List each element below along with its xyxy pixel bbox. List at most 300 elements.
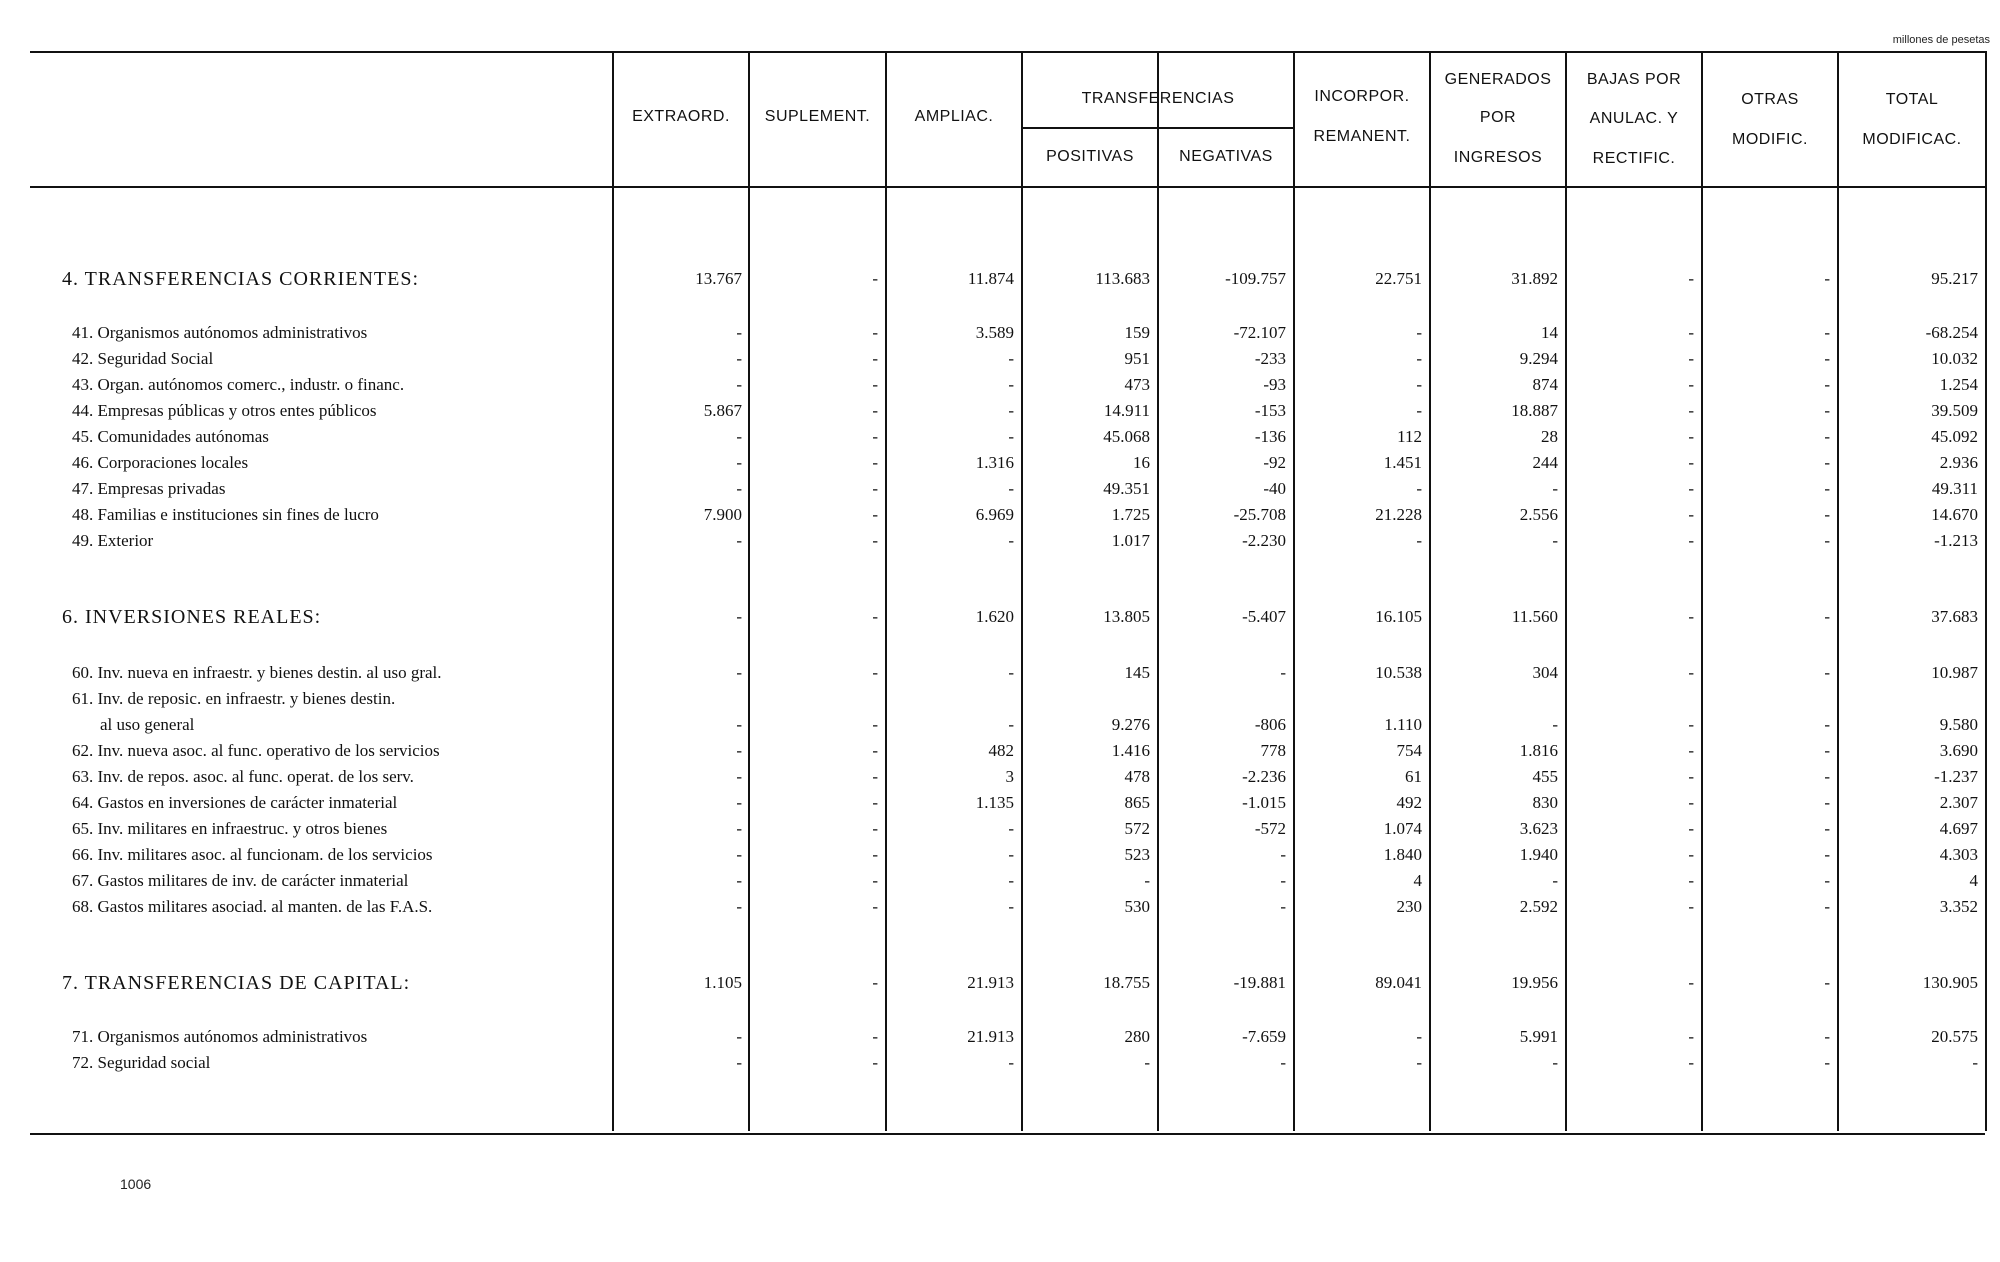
cell-value: - [1008, 349, 1014, 368]
cell-value: - [736, 531, 742, 550]
cell-value: - [736, 349, 742, 368]
cell-value: - [1008, 401, 1014, 420]
cell-value: 280 [1124, 1027, 1150, 1046]
cell-value: 16.105 [1375, 607, 1422, 626]
cell-value: 492 [1396, 793, 1422, 812]
row-label: 41. Organismos autónomos administrativos [72, 323, 368, 342]
header-otras: OTRAS [1741, 91, 1799, 108]
cell-value: - [1688, 401, 1694, 420]
cell-value: -2.230 [1242, 531, 1286, 550]
cell-value: 10.987 [1931, 663, 1978, 682]
transferencias-divider [1021, 127, 1293, 129]
cell-value: - [1416, 401, 1422, 420]
cell-value: 49.311 [1931, 479, 1978, 498]
cell-value: 7.900 [703, 505, 742, 524]
cell-value: - [1824, 663, 1830, 682]
cell-value: 4.697 [1939, 819, 1978, 838]
cell-value: - [872, 845, 878, 864]
row-label: 61. Inv. de reposic. en infraestr. y bienes destin. [72, 689, 396, 708]
cell-value: - [1824, 1027, 1830, 1046]
column-rule [1021, 51, 1023, 1131]
cell-value: - [1008, 819, 1014, 838]
cell-value: - [872, 767, 878, 786]
cell-value: - [1008, 715, 1014, 734]
header-total: TOTAL [1885, 91, 1939, 108]
header-bottom-rule [30, 186, 1985, 188]
cell-value: -153 [1254, 401, 1286, 420]
section-row [0, 266, 2000, 292]
cell-value: - [1688, 531, 1694, 550]
cell-value: 1.940 [1519, 845, 1558, 864]
table-row [0, 790, 2000, 816]
cell-value: 1.725 [1111, 505, 1150, 524]
cell-value: - [1824, 741, 1830, 760]
cell-value: - [872, 1027, 878, 1046]
cell-value: - [1688, 453, 1694, 472]
header-extraord: EXTRAORD. [632, 108, 730, 125]
cell-value: 1.620 [975, 607, 1014, 626]
cell-value: 13.805 [1103, 607, 1150, 626]
cell-value: 11.874 [967, 269, 1014, 288]
header-remanent: REMANENT. [1313, 128, 1411, 145]
cell-value: - [1824, 479, 1830, 498]
cell-value: - [1552, 871, 1558, 890]
row-label: 4. TRANSFERENCIAS CORRIENTES: [62, 268, 420, 290]
table-row [0, 842, 2000, 868]
cell-value: 1.110 [1384, 715, 1422, 734]
row-label: 48. Familias e instituciones sin fines de lucro [72, 505, 379, 524]
cell-value: -7.659 [1242, 1027, 1286, 1046]
header-generados-por: POR [1479, 109, 1517, 126]
cell-value: 39.509 [1931, 401, 1978, 420]
header-ampliac: AMPLIAC. [914, 108, 994, 125]
cell-value: - [1416, 479, 1422, 498]
cell-value: 304 [1532, 663, 1558, 682]
header-negativas: NEGATIVAS [1179, 148, 1273, 165]
cell-value: - [1824, 793, 1830, 812]
cell-value: -40 [1263, 479, 1286, 498]
cell-value: -25.708 [1233, 505, 1286, 524]
cell-value: 4 [1969, 871, 1978, 890]
row-label: 6. INVERSIONES REALES: [62, 606, 322, 628]
cell-value: - [1688, 715, 1694, 734]
cell-value: - [1552, 715, 1558, 734]
cell-value: 10.538 [1375, 663, 1422, 682]
row-label: 65. Inv. militares en infraestruc. y otros bienes [72, 819, 388, 838]
cell-value: - [1688, 767, 1694, 786]
cell-value: - [1824, 349, 1830, 368]
table-row [0, 450, 2000, 476]
column-rule [748, 51, 750, 1131]
cell-value: 4.303 [1939, 845, 1978, 864]
row-label: 68. Gastos militares asociad. al manten. de las F.A.S. [72, 897, 433, 916]
cell-value: 523 [1124, 845, 1150, 864]
cell-value: - [736, 897, 742, 916]
cell-value: - [1008, 845, 1014, 864]
row-label: 71. Organismos autónomos administrativos [72, 1027, 368, 1046]
cell-value: 61 [1405, 767, 1422, 786]
cell-value: - [872, 715, 878, 734]
cell-value: 778 [1260, 741, 1286, 760]
table-row [0, 868, 2000, 894]
header-generados: GENERADOS [1444, 71, 1552, 88]
row-label: 66. Inv. militares asoc. al funcionam. de los servicios [72, 845, 433, 864]
cell-value: - [736, 663, 742, 682]
cell-value: 112 [1397, 427, 1422, 446]
cell-value: -93 [1263, 375, 1286, 394]
cell-value: - [1688, 269, 1694, 288]
cell-value: - [1824, 819, 1830, 838]
cell-value: 45.092 [1931, 427, 1978, 446]
cell-value: - [1144, 1053, 1150, 1072]
header-bajas-anulac: ANULAC. Y [1589, 110, 1679, 127]
cell-value: - [1416, 1053, 1422, 1072]
cell-value: - [736, 1053, 742, 1072]
cell-value: 530 [1124, 897, 1150, 916]
cell-value: 2.307 [1939, 793, 1978, 812]
cell-value: - [1688, 1053, 1694, 1072]
table-row [0, 424, 2000, 450]
cell-value: - [1824, 871, 1830, 890]
row-label: 62. Inv. nueva asoc. al func. operativo de los servicios [72, 741, 440, 760]
cell-value: - [1416, 323, 1422, 342]
cell-value: 754 [1396, 741, 1422, 760]
cell-value: 951 [1124, 349, 1150, 368]
cell-value: -1.237 [1934, 767, 1978, 786]
cell-value: 130.905 [1922, 973, 1978, 992]
cell-value: 572 [1124, 819, 1150, 838]
cell-value: -109.757 [1225, 269, 1286, 288]
row-label: 67. Gastos militares de inv. de carácter inmaterial [72, 871, 409, 890]
header-transferencias: TRANSFERENCIAS [1081, 90, 1235, 107]
cell-value: -136 [1254, 427, 1286, 446]
cell-value: - [872, 663, 878, 682]
header-total-modificac: MODIFICAC. [1862, 131, 1962, 148]
row-label: 44. Empresas públicas y otros entes públicos [72, 401, 377, 420]
cell-value: 478 [1124, 767, 1150, 786]
column-rule [1837, 51, 1839, 1131]
cell-value: - [1416, 531, 1422, 550]
cell-value: 159 [1124, 323, 1150, 342]
cell-value: - [872, 973, 878, 992]
units-note: millones de pesetas [1892, 34, 1990, 46]
cell-value: 482 [988, 741, 1014, 760]
cell-value: - [736, 767, 742, 786]
cell-value: 6.969 [975, 505, 1014, 524]
row-label: 46. Corporaciones locales [72, 453, 249, 472]
cell-value: 16 [1133, 453, 1150, 472]
cell-value: - [736, 793, 742, 812]
cell-value: - [872, 453, 878, 472]
cell-value: - [1824, 607, 1830, 626]
column-rule [1565, 51, 1567, 1131]
cell-value: 21.228 [1375, 505, 1422, 524]
cell-value: - [1008, 1053, 1014, 1072]
cell-value: - [1824, 401, 1830, 420]
column-rule [612, 51, 614, 1131]
cell-value: 1.254 [1939, 375, 1978, 394]
table-row [0, 712, 2000, 738]
cell-value: - [736, 741, 742, 760]
cell-value: - [872, 375, 878, 394]
header-otras-modific: MODIFIC. [1732, 131, 1808, 148]
table-row [0, 476, 2000, 502]
cell-value: - [736, 375, 742, 394]
header-suplement: SUPLEMENT. [764, 108, 871, 125]
cell-value: - [872, 531, 878, 550]
cell-value: 14 [1541, 323, 1558, 342]
cell-value: - [1824, 531, 1830, 550]
table-row [0, 1024, 2000, 1050]
cell-value: - [872, 323, 878, 342]
cell-value: 9.276 [1111, 715, 1150, 734]
header-bajas: BAJAS POR [1586, 71, 1682, 88]
cell-value: - [872, 269, 878, 288]
cell-value: - [1824, 767, 1830, 786]
cell-value: - [736, 453, 742, 472]
cell-value: - [872, 607, 878, 626]
cell-value: 45.068 [1103, 427, 1150, 446]
cell-value: 874 [1532, 375, 1558, 394]
cell-value: -5.407 [1242, 607, 1286, 626]
cell-value: 1.840 [1383, 845, 1422, 864]
cell-value: - [1688, 741, 1694, 760]
cell-value: 3.690 [1939, 741, 1978, 760]
table-row [0, 894, 2000, 920]
cell-value: - [872, 401, 878, 420]
row-label: 47. Empresas privadas [72, 479, 226, 498]
cell-value: 3 [1005, 767, 1014, 786]
cell-value: 830 [1532, 793, 1558, 812]
cell-value: - [1688, 375, 1694, 394]
cell-value: - [1008, 375, 1014, 394]
row-label: 64. Gastos en inversiones de carácter inmaterial [72, 793, 398, 812]
row-label: 63. Inv. de repos. asoc. al func. operat. de los serv. [72, 767, 414, 786]
table-row [0, 816, 2000, 842]
cell-value: - [1552, 1053, 1558, 1072]
cell-value: -19.881 [1233, 973, 1286, 992]
table-row [0, 320, 2000, 346]
cell-value: -1.213 [1934, 531, 1978, 550]
column-rule [1985, 51, 1987, 1131]
cell-value: 14.911 [1103, 401, 1150, 420]
cell-value: 145 [1124, 663, 1150, 682]
cell-value: 3.623 [1519, 819, 1558, 838]
cell-value: 31.892 [1511, 269, 1558, 288]
section-row [0, 970, 2000, 996]
table-row [0, 528, 2000, 554]
cell-value: 4 [1413, 871, 1422, 890]
cell-value: 95.217 [1931, 269, 1978, 288]
cell-value: - [1552, 479, 1558, 498]
cell-value: - [872, 897, 878, 916]
cell-value: 49.351 [1103, 479, 1150, 498]
cell-value: - [1824, 427, 1830, 446]
cell-value: - [1688, 973, 1694, 992]
cell-value: - [1824, 269, 1830, 288]
cell-value: - [1824, 453, 1830, 472]
header-generados-ingresos: INGRESOS [1453, 149, 1543, 166]
header-bajas-rectific: RECTIFIC. [1592, 150, 1676, 167]
cell-value: - [1824, 715, 1830, 734]
cell-value: 455 [1532, 767, 1558, 786]
cell-value: 1.017 [1111, 531, 1150, 550]
cell-value: - [736, 323, 742, 342]
cell-value: 9.294 [1519, 349, 1558, 368]
cell-value: 14.670 [1931, 505, 1978, 524]
cell-value: - [1688, 663, 1694, 682]
cell-value: 18.887 [1511, 401, 1558, 420]
column-rule [1429, 51, 1431, 1131]
cell-value: -68.254 [1925, 323, 1978, 342]
cell-value: 20.575 [1931, 1027, 1978, 1046]
cell-value: 1.416 [1111, 741, 1150, 760]
cell-value: - [872, 741, 878, 760]
cell-value: - [1972, 1053, 1978, 1072]
cell-value: 473 [1124, 375, 1150, 394]
cell-value: 22.751 [1375, 269, 1422, 288]
cell-value: - [736, 479, 742, 498]
cell-value: 865 [1124, 793, 1150, 812]
cell-value: - [1008, 663, 1014, 682]
cell-value: - [1824, 323, 1830, 342]
cell-value: - [736, 607, 742, 626]
cell-value: - [1280, 1053, 1286, 1072]
cell-value: - [1144, 871, 1150, 890]
cell-value: 5.991 [1519, 1027, 1558, 1046]
row-label: 72. Seguridad social [72, 1053, 211, 1072]
row-label: 49. Exterior [72, 531, 154, 550]
cell-value: - [1688, 427, 1694, 446]
cell-value: - [736, 819, 742, 838]
table-row [0, 660, 2000, 686]
column-rule [1701, 51, 1703, 1131]
cell-value: 9.580 [1939, 715, 1978, 734]
cell-value: - [1688, 897, 1694, 916]
cell-value: 2.936 [1939, 453, 1978, 472]
cell-value: 5.867 [703, 401, 742, 420]
row-label: al uso general [100, 715, 195, 734]
table-row [0, 686, 2000, 712]
cell-value: 230 [1396, 897, 1422, 916]
cell-value: - [1688, 793, 1694, 812]
cell-value: - [1688, 845, 1694, 864]
cell-value: - [1824, 1053, 1830, 1072]
cell-value: - [1280, 845, 1286, 864]
cell-value: 1.451 [1383, 453, 1422, 472]
header-positivas: POSITIVAS [1046, 148, 1134, 165]
page-number: 1006 [120, 1176, 152, 1192]
cell-value: 37.683 [1931, 607, 1978, 626]
cell-value: - [1688, 819, 1694, 838]
cell-value: - [1008, 871, 1014, 890]
cell-value: - [1824, 845, 1830, 864]
cell-value: - [1688, 323, 1694, 342]
cell-value: - [736, 845, 742, 864]
cell-value: - [872, 427, 878, 446]
cell-value: 89.041 [1375, 973, 1422, 992]
cell-value: 13.767 [695, 269, 742, 288]
row-label: 42. Seguridad Social [72, 349, 214, 368]
cell-value: - [1688, 349, 1694, 368]
column-rule [1157, 51, 1159, 1131]
table-row [0, 764, 2000, 790]
table-row [0, 346, 2000, 372]
cell-value: -806 [1254, 715, 1286, 734]
cell-value: - [1280, 897, 1286, 916]
cell-value: - [1008, 427, 1014, 446]
cell-value: 244 [1532, 453, 1558, 472]
cell-value: - [872, 479, 878, 498]
cell-value: 1.074 [1383, 819, 1422, 838]
cell-value: - [1824, 375, 1830, 394]
cell-value: 19.956 [1511, 973, 1558, 992]
cell-value: - [1280, 663, 1286, 682]
cell-value: - [1008, 479, 1014, 498]
row-label: 45. Comunidades autónomas [72, 427, 269, 446]
cell-value: - [872, 349, 878, 368]
cell-value: 2.592 [1519, 897, 1558, 916]
cell-value: -233 [1254, 349, 1286, 368]
table-row [0, 1050, 2000, 1076]
cell-value: 21.913 [967, 1027, 1014, 1046]
cell-value: - [1552, 531, 1558, 550]
row-label: 60. Inv. nueva en infraestr. y bienes destin. al uso gral. [72, 663, 442, 682]
cell-value: - [1824, 505, 1830, 524]
table-row [0, 738, 2000, 764]
cell-value: -72.107 [1233, 323, 1286, 342]
cell-value: - [1008, 531, 1014, 550]
table-row [0, 398, 2000, 424]
cell-value: 10.032 [1931, 349, 1978, 368]
cell-value: 1.816 [1519, 741, 1558, 760]
cell-value: 28 [1541, 427, 1558, 446]
column-rule [1293, 51, 1295, 1131]
cell-value: - [736, 1027, 742, 1046]
cell-value: 3.352 [1939, 897, 1978, 916]
cell-value: - [872, 793, 878, 812]
section-row [0, 604, 2000, 630]
cell-value: - [872, 505, 878, 524]
cell-value: - [1416, 1027, 1422, 1046]
cell-value: - [1688, 871, 1694, 890]
cell-value: - [1824, 973, 1830, 992]
header-incorpor: INCORPOR. [1314, 88, 1410, 105]
cell-value: - [872, 819, 878, 838]
cell-value: 11.560 [1511, 607, 1558, 626]
cell-value: 1.135 [975, 793, 1014, 812]
cell-value: - [1688, 607, 1694, 626]
cell-value: 3.589 [975, 323, 1014, 342]
cell-value: -1.015 [1242, 793, 1286, 812]
cell-value: 2.556 [1519, 505, 1558, 524]
cell-value: 113.683 [1095, 269, 1150, 288]
cell-value: 18.755 [1103, 973, 1150, 992]
table-row [0, 502, 2000, 528]
cell-value: -2.236 [1242, 767, 1286, 786]
column-rule [885, 51, 887, 1131]
cell-value: - [1688, 505, 1694, 524]
cell-value: - [1416, 349, 1422, 368]
cell-value: - [1688, 1027, 1694, 1046]
cell-value: - [1688, 479, 1694, 498]
cell-value: - [736, 427, 742, 446]
cell-value: - [1824, 897, 1830, 916]
cell-value: - [872, 871, 878, 890]
cell-value: - [872, 1053, 878, 1072]
row-label: 43. Organ. autónomos comerc., industr. o financ. [72, 375, 405, 394]
cell-value: - [1280, 871, 1286, 890]
